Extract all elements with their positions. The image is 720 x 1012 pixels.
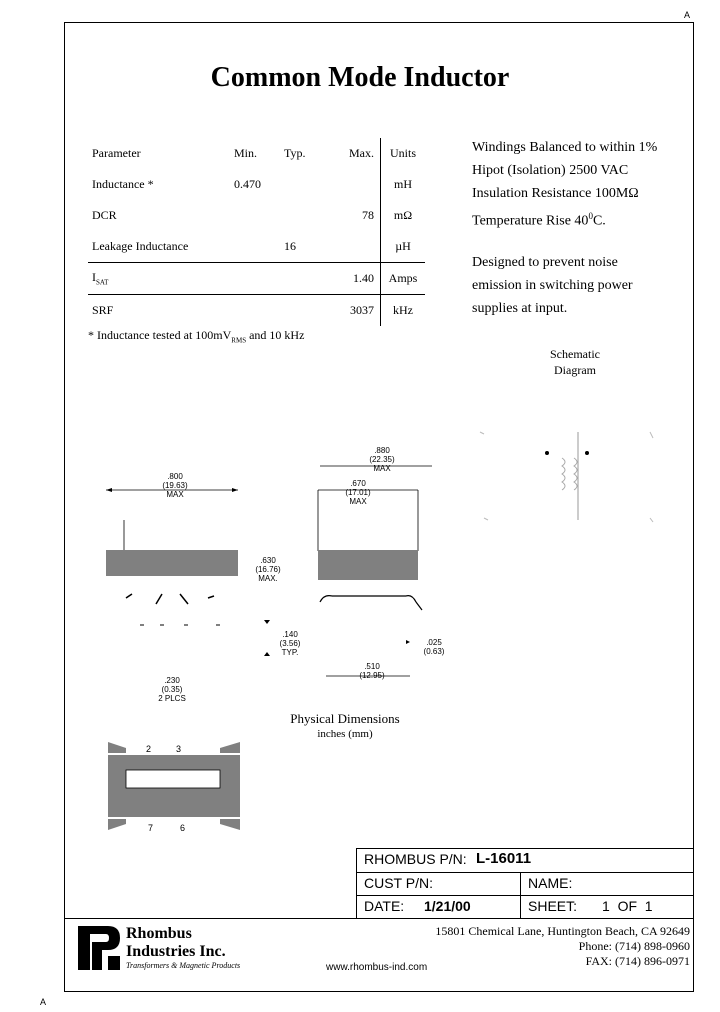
table-row <box>88 169 425 200</box>
schematic-lead <box>650 432 653 438</box>
temp-rise-sup: 0 <box>588 211 593 221</box>
row-typ <box>284 169 334 200</box>
description-line: emission in switching power <box>472 278 633 293</box>
row-units: Amps <box>381 263 426 295</box>
titleblock-line <box>356 872 694 873</box>
rhombus-logo-icon <box>78 926 122 970</box>
header-min: Min. <box>234 146 258 160</box>
schematic-lead <box>480 432 484 434</box>
company-name-line2: Industries Inc. <box>126 943 226 960</box>
arrow-head <box>406 640 410 644</box>
row-max <box>334 169 381 200</box>
pin-3-label: 3 <box>176 744 182 754</box>
date-label: DATE: <box>364 898 405 914</box>
table-row <box>88 295 425 327</box>
dimension-arrows <box>260 620 440 680</box>
dimensions-units: inches (mm) <box>317 728 373 740</box>
inductance-footnote <box>88 328 304 344</box>
spec-insulation: Insulation Resistance 100MΩ <box>472 186 639 201</box>
bottom-view-drawing <box>104 736 244 836</box>
table-row <box>88 263 425 295</box>
row-min <box>234 231 284 263</box>
schematic-title-line1: Schematic <box>550 347 600 361</box>
row-max: 78 <box>362 208 374 222</box>
dim-800: .800 (19.63) MAX <box>162 472 188 499</box>
arrow-head <box>264 652 270 656</box>
temp-rise-suffix: C. <box>592 213 606 229</box>
temp-rise-prefix: Temperature Rise 40 <box>472 213 589 229</box>
front-view-drawing <box>100 480 240 640</box>
spec-temp-rise <box>472 205 657 233</box>
bottom-core-window <box>126 770 220 788</box>
row-min <box>234 200 284 231</box>
row-max <box>334 231 381 263</box>
row-name <box>88 263 234 295</box>
row-typ <box>284 295 334 327</box>
schematic-dot <box>585 451 589 455</box>
schematic-title-line2: Diagram <box>554 363 596 377</box>
titleblock-line <box>520 872 521 918</box>
row-min <box>234 295 284 327</box>
dim-880: .880 (22.35) MAX <box>369 446 395 473</box>
pin-leads <box>126 594 214 604</box>
dim-630: .630 (16.76) MAX. <box>255 556 281 583</box>
bottom-flange-left <box>108 742 126 830</box>
header-max: Max. <box>349 146 374 160</box>
pn-label: RHOMBUS P/N: <box>364 851 467 867</box>
specs-block <box>472 136 657 233</box>
schematic-lead <box>650 518 653 522</box>
row-name: DCR <box>92 208 117 222</box>
description-line: Designed to prevent noise <box>472 255 618 270</box>
header-units: Units <box>381 138 426 169</box>
pin-2-label: 2 <box>146 744 152 754</box>
footnote-prefix: * Inductance tested at 100mV <box>88 328 232 342</box>
corner-mark-bottom: A <box>40 997 47 1007</box>
company-tagline: Transformers & Magnetic Products <box>126 961 241 970</box>
row-units: µH <box>381 231 426 263</box>
pn-value: L-16011 <box>476 850 532 867</box>
pin-6-label: 6 <box>180 823 186 833</box>
row-min: 0.470 <box>234 177 261 191</box>
name-label: NAME: <box>528 875 573 891</box>
titleblock-line <box>64 918 694 919</box>
parameter-table <box>88 138 425 326</box>
fax-line: FAX: (714) 896-0971 <box>585 954 690 968</box>
row-name: Leakage Inductance <box>92 239 189 253</box>
cust-pn-label: CUST P/N: <box>364 875 433 891</box>
corner-mark-top: A <box>684 10 691 20</box>
phone-line: Phone: (714) 898-0960 <box>578 939 690 953</box>
arrow-head <box>264 620 270 624</box>
row-typ <box>284 263 334 295</box>
description-line: supplies at input. <box>472 301 568 316</box>
arrow-head <box>232 488 238 492</box>
table-header-row <box>88 138 425 169</box>
date-value: 1/21/00 <box>424 898 471 914</box>
page-title: Common Mode Inductor <box>210 62 510 93</box>
schematic-dot <box>545 451 549 455</box>
bottom-flange-right <box>220 742 240 830</box>
dim-230: .230 (0.35) 2 PLCS <box>158 676 186 703</box>
row-name-main: I <box>92 270 96 285</box>
titleblock-line <box>356 848 357 918</box>
dim-670: .670 (17.01) MAX <box>345 479 371 506</box>
arrow-head <box>106 488 112 492</box>
spec-hipot: Hipot (Isolation) 2500 VAC <box>472 163 629 178</box>
header-parameter: Parameter <box>92 146 141 160</box>
table-row <box>88 200 425 231</box>
address-line: 15801 Chemical Lane, Huntington Beach, CA 92649 <box>435 924 690 938</box>
schematic-winding-right <box>574 458 577 490</box>
pin-7-label: 7 <box>148 823 154 833</box>
row-typ <box>284 200 334 231</box>
spec-balance: Windings Balanced to within 1% <box>472 140 658 155</box>
row-units: mΩ <box>381 200 426 231</box>
front-body-rect <box>106 550 238 576</box>
physical-dimensions-caption: Physical Dimensions <box>290 711 400 726</box>
row-min <box>234 263 284 295</box>
row-name: SRF <box>88 295 234 327</box>
row-max: 3037 <box>334 295 381 327</box>
row-units: kHz <box>381 295 426 327</box>
row-units: mH <box>381 169 426 200</box>
row-max: 1.40 <box>334 263 381 295</box>
schematic-title <box>520 346 630 378</box>
row-name: Inductance * <box>92 177 154 191</box>
dim-510: .510 (12.95) <box>359 662 385 680</box>
header-typ: Typ. <box>284 146 306 160</box>
company-name-line1: Rhombus <box>126 925 192 942</box>
titleblock-line <box>356 895 694 896</box>
schematic-winding-left <box>562 458 565 490</box>
company-address <box>435 924 690 969</box>
dim-025: .025 (0.63) <box>423 638 445 656</box>
table-row <box>88 231 425 263</box>
company-website: www.rhombus-ind.com <box>326 962 428 973</box>
row-typ: 16 <box>284 239 296 253</box>
row-name-sub: SAT <box>96 278 109 287</box>
footnote-sub: RMS <box>231 336 247 345</box>
schematic-lead <box>484 518 488 520</box>
titleblock-line <box>356 848 694 849</box>
side-leads <box>320 596 422 610</box>
dim-140: .140 (3.56) TYP. <box>279 630 301 657</box>
footnote-suffix: and 10 kHz <box>249 328 305 342</box>
sheet-value: 1 OF 1 <box>602 898 653 914</box>
sheet-label: SHEET: <box>528 898 578 914</box>
side-body-rect <box>318 550 418 580</box>
schematic-diagram <box>470 420 670 530</box>
description-block <box>472 251 633 320</box>
